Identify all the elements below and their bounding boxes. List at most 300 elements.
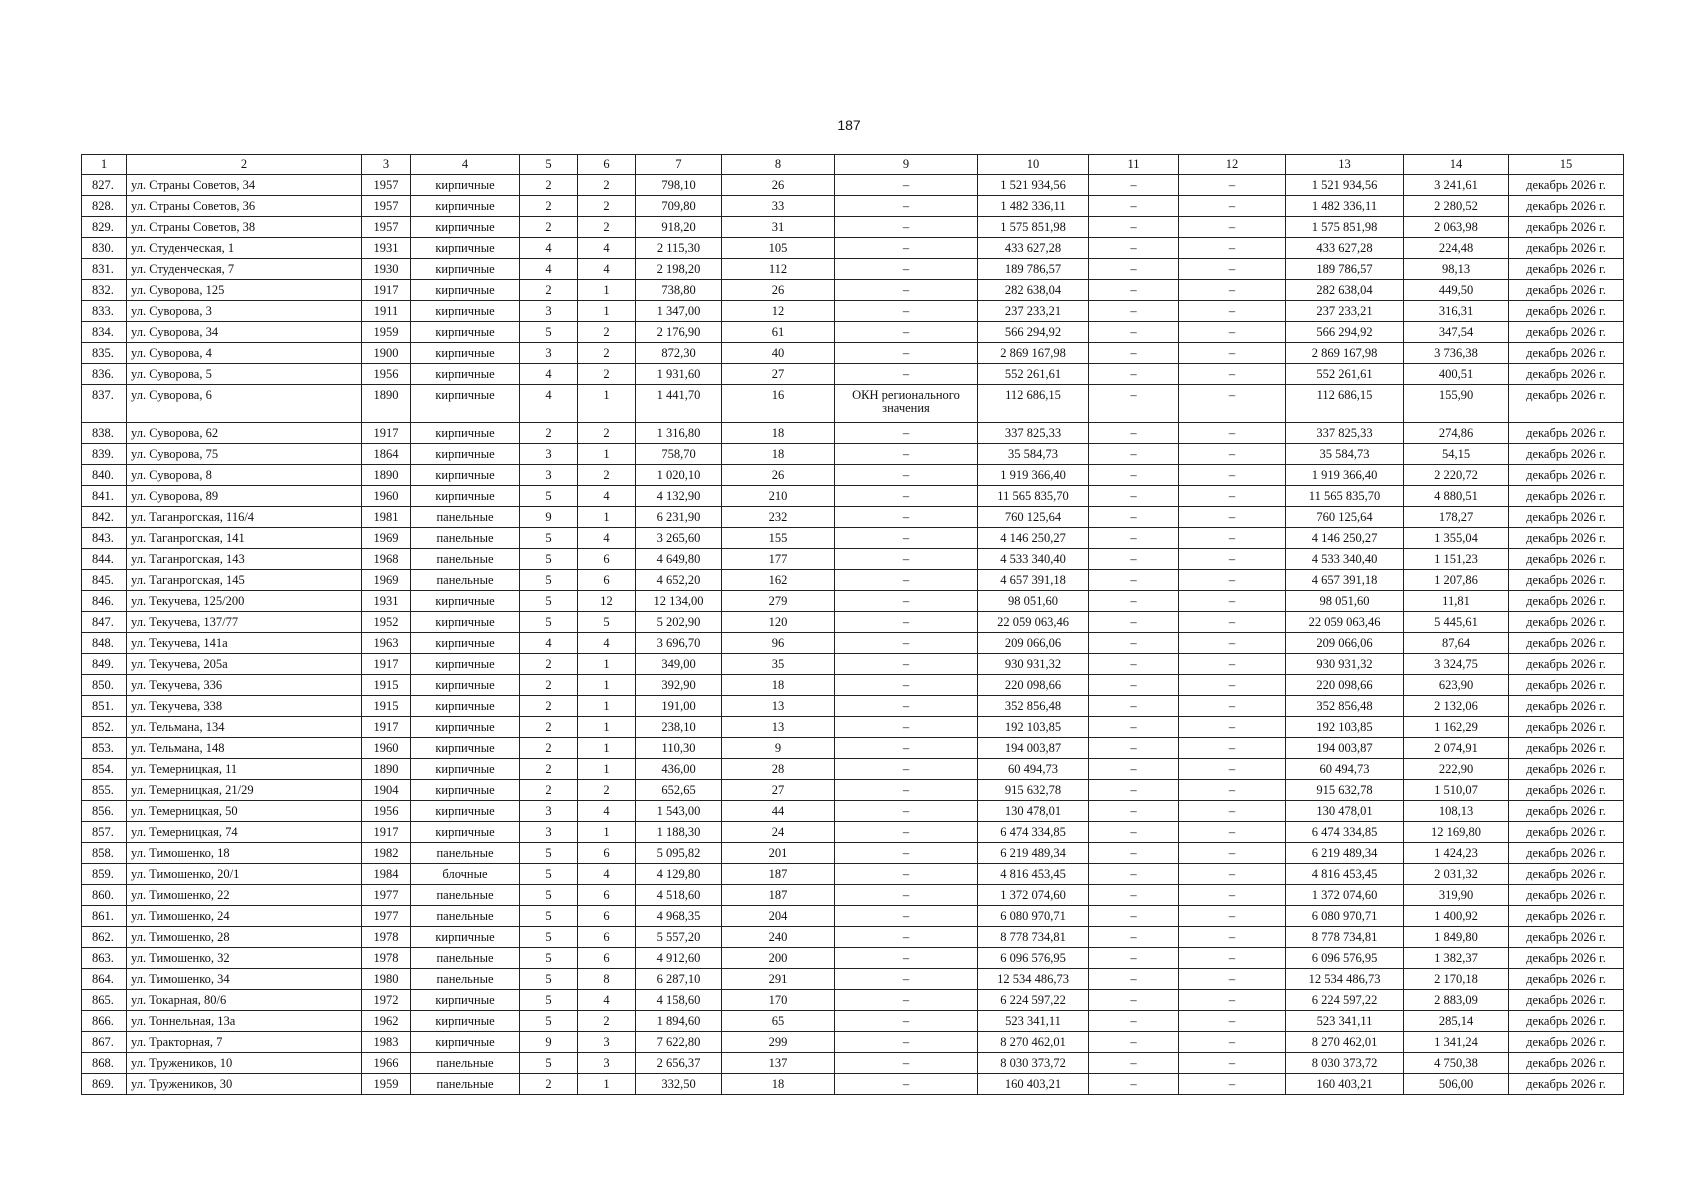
- cell-total-cost: 566 294,92: [978, 322, 1089, 343]
- cell-completion-date: декабрь 2026 г.: [1509, 465, 1624, 486]
- cell-row-number: 833.: [82, 301, 127, 322]
- cell-residents: 12: [722, 301, 835, 322]
- cell-residents: 291: [722, 969, 835, 990]
- column-header-2: 2: [127, 155, 362, 175]
- cell-total-area: 436,00: [636, 759, 722, 780]
- cell-completion-date: декабрь 2026 г.: [1509, 612, 1624, 633]
- cell-floors: 2: [520, 759, 578, 780]
- cell-cost-col-12: –: [1179, 948, 1286, 969]
- cell-cost-col-13: 6 474 334,85: [1286, 822, 1404, 843]
- cell-wall-material: кирпичные: [411, 322, 520, 343]
- cell-year-built: 1890: [362, 385, 411, 423]
- cell-cost-col-12: –: [1179, 507, 1286, 528]
- cell-heritage-status: –: [835, 843, 978, 864]
- cell-row-number: 861.: [82, 906, 127, 927]
- cell-cost-col-11: –: [1089, 259, 1179, 280]
- cell-year-built: 1930: [362, 259, 411, 280]
- cell-address: ул. Тельмана, 148: [127, 738, 362, 759]
- cell-row-number: 862.: [82, 927, 127, 948]
- cell-year-built: 1904: [362, 780, 411, 801]
- cell-entrances: 6: [578, 885, 636, 906]
- cell-cost-per-sqm: 4 750,38: [1404, 1053, 1509, 1074]
- cell-total-cost: 4 657 391,18: [978, 570, 1089, 591]
- table-row: [82, 717, 1624, 738]
- cell-year-built: 1890: [362, 759, 411, 780]
- cell-row-number: 838.: [82, 423, 127, 444]
- cell-row-number: 848.: [82, 633, 127, 654]
- cell-cost-col-13: 1 575 851,98: [1286, 217, 1404, 238]
- cell-cost-per-sqm: 1 400,92: [1404, 906, 1509, 927]
- cell-residents: 26: [722, 280, 835, 301]
- cell-cost-per-sqm: 54,15: [1404, 444, 1509, 465]
- cell-cost-col-11: –: [1089, 528, 1179, 549]
- cell-cost-col-13: 22 059 063,46: [1286, 612, 1404, 633]
- cell-row-number: 869.: [82, 1074, 127, 1095]
- cell-entrances: 5: [578, 612, 636, 633]
- cell-total-area: 1 543,00: [636, 801, 722, 822]
- cell-row-number: 832.: [82, 280, 127, 301]
- cell-residents: 105: [722, 238, 835, 259]
- cell-heritage-status: –: [835, 549, 978, 570]
- cell-total-area: 3 696,70: [636, 633, 722, 654]
- cell-heritage-status: –: [835, 196, 978, 217]
- cell-address: ул. Тимошенко, 28: [127, 927, 362, 948]
- cell-cost-per-sqm: 224,48: [1404, 238, 1509, 259]
- cell-entrances: 3: [578, 1053, 636, 1074]
- cell-residents: 162: [722, 570, 835, 591]
- cell-cost-col-13: 11 565 835,70: [1286, 486, 1404, 507]
- cell-heritage-status: ОКН регионального значения: [835, 385, 978, 423]
- cell-entrances: 1: [578, 696, 636, 717]
- cell-cost-per-sqm: 1 424,23: [1404, 843, 1509, 864]
- cell-wall-material: кирпичные: [411, 696, 520, 717]
- cell-cost-per-sqm: 12 169,80: [1404, 822, 1509, 843]
- cell-cost-col-12: –: [1179, 364, 1286, 385]
- table-row: [82, 759, 1624, 780]
- cell-address: ул. Токарная, 80/6: [127, 990, 362, 1011]
- cell-cost-col-11: –: [1089, 591, 1179, 612]
- cell-cost-col-12: –: [1179, 301, 1286, 322]
- cell-address: ул. Тимошенко, 20/1: [127, 864, 362, 885]
- cell-cost-col-12: –: [1179, 528, 1286, 549]
- cell-cost-col-11: –: [1089, 238, 1179, 259]
- cell-residents: 33: [722, 196, 835, 217]
- cell-address: ул. Студенческая, 7: [127, 259, 362, 280]
- cell-wall-material: кирпичные: [411, 175, 520, 196]
- column-header-7: 7: [636, 155, 722, 175]
- cell-entrances: 1: [578, 675, 636, 696]
- cell-cost-col-13: 8 030 373,72: [1286, 1053, 1404, 1074]
- cell-total-cost: 130 478,01: [978, 801, 1089, 822]
- column-header-10: 10: [978, 155, 1089, 175]
- cell-completion-date: декабрь 2026 г.: [1509, 486, 1624, 507]
- cell-year-built: 1931: [362, 238, 411, 259]
- cell-cost-col-12: –: [1179, 175, 1286, 196]
- cell-total-area: 1 188,30: [636, 822, 722, 843]
- cell-total-area: 2 176,90: [636, 322, 722, 343]
- cell-heritage-status: –: [835, 675, 978, 696]
- cell-total-area: 4 968,35: [636, 906, 722, 927]
- cell-total-cost: 192 103,85: [978, 717, 1089, 738]
- cell-cost-col-13: 352 856,48: [1286, 696, 1404, 717]
- cell-row-number: 863.: [82, 948, 127, 969]
- cell-entrances: 2: [578, 364, 636, 385]
- cell-total-area: 2 115,30: [636, 238, 722, 259]
- cell-address: ул. Тружеников, 10: [127, 1053, 362, 1074]
- cell-floors: 4: [520, 364, 578, 385]
- cell-residents: 18: [722, 423, 835, 444]
- table-row: [82, 801, 1624, 822]
- cell-cost-col-12: –: [1179, 843, 1286, 864]
- cell-cost-col-13: 6 096 576,95: [1286, 948, 1404, 969]
- cell-heritage-status: –: [835, 759, 978, 780]
- cell-entrances: 4: [578, 990, 636, 1011]
- cell-cost-col-13: 4 816 453,45: [1286, 864, 1404, 885]
- table-row: [82, 591, 1624, 612]
- cell-total-area: 5 202,90: [636, 612, 722, 633]
- cell-total-cost: 1 482 336,11: [978, 196, 1089, 217]
- cell-floors: 2: [520, 654, 578, 675]
- cell-wall-material: панельные: [411, 969, 520, 990]
- cell-entrances: 1: [578, 1074, 636, 1095]
- cell-year-built: 1890: [362, 465, 411, 486]
- cell-address: ул. Темерницкая, 74: [127, 822, 362, 843]
- cell-cost-col-11: –: [1089, 675, 1179, 696]
- table-row: [82, 780, 1624, 801]
- cell-entrances: 8: [578, 969, 636, 990]
- cell-total-cost: 6 080 970,71: [978, 906, 1089, 927]
- cell-total-cost: 6 224 597,22: [978, 990, 1089, 1011]
- cell-cost-col-13: 220 098,66: [1286, 675, 1404, 696]
- cell-total-cost: 189 786,57: [978, 259, 1089, 280]
- cell-total-area: 1 020,10: [636, 465, 722, 486]
- cell-wall-material: панельные: [411, 1053, 520, 1074]
- cell-floors: 5: [520, 990, 578, 1011]
- cell-row-number: 865.: [82, 990, 127, 1011]
- cell-cost-col-11: –: [1089, 570, 1179, 591]
- cell-cost-col-12: –: [1179, 717, 1286, 738]
- cell-address: ул. Темерницкая, 21/29: [127, 780, 362, 801]
- cell-wall-material: кирпичные: [411, 465, 520, 486]
- cell-residents: 27: [722, 780, 835, 801]
- table-row: [82, 280, 1624, 301]
- cell-cost-per-sqm: 2 031,32: [1404, 864, 1509, 885]
- table-row: [82, 364, 1624, 385]
- cell-cost-col-13: 1 521 934,56: [1286, 175, 1404, 196]
- cell-address: ул. Тоннельная, 13а: [127, 1011, 362, 1032]
- cell-total-cost: 6 219 489,34: [978, 843, 1089, 864]
- cell-year-built: 1959: [362, 1074, 411, 1095]
- cell-total-area: 4 518,60: [636, 885, 722, 906]
- cell-completion-date: декабрь 2026 г.: [1509, 549, 1624, 570]
- cell-cost-col-13: 4 533 340,40: [1286, 549, 1404, 570]
- cell-year-built: 1983: [362, 1032, 411, 1053]
- cell-total-cost: 8 270 462,01: [978, 1032, 1089, 1053]
- cell-cost-col-11: –: [1089, 465, 1179, 486]
- cell-total-cost: 2 869 167,98: [978, 343, 1089, 364]
- table-row: [82, 927, 1624, 948]
- cell-address: ул. Суворова, 4: [127, 343, 362, 364]
- cell-cost-col-11: –: [1089, 423, 1179, 444]
- cell-cost-per-sqm: 285,14: [1404, 1011, 1509, 1032]
- table-row: [82, 948, 1624, 969]
- cell-wall-material: блочные: [411, 864, 520, 885]
- cell-address: ул. Тимошенко, 22: [127, 885, 362, 906]
- cell-total-cost: 22 059 063,46: [978, 612, 1089, 633]
- cell-cost-col-11: –: [1089, 633, 1179, 654]
- cell-row-number: 837.: [82, 385, 127, 423]
- cell-cost-per-sqm: 2 132,06: [1404, 696, 1509, 717]
- cell-heritage-status: –: [835, 633, 978, 654]
- cell-cost-col-11: –: [1089, 822, 1179, 843]
- cell-cost-per-sqm: 2 220,72: [1404, 465, 1509, 486]
- cell-entrances: 1: [578, 444, 636, 465]
- cell-completion-date: декабрь 2026 г.: [1509, 196, 1624, 217]
- cell-year-built: 1956: [362, 801, 411, 822]
- table-row: [82, 322, 1624, 343]
- cell-total-cost: 60 494,73: [978, 759, 1089, 780]
- cell-cost-col-11: –: [1089, 322, 1179, 343]
- cell-total-area: 6 287,10: [636, 969, 722, 990]
- cell-total-cost: 930 931,32: [978, 654, 1089, 675]
- cell-floors: 2: [520, 423, 578, 444]
- cell-total-cost: 12 534 486,73: [978, 969, 1089, 990]
- cell-row-number: 830.: [82, 238, 127, 259]
- cell-residents: 18: [722, 1074, 835, 1095]
- cell-floors: 2: [520, 696, 578, 717]
- cell-cost-col-11: –: [1089, 1032, 1179, 1053]
- cell-entrances: 2: [578, 175, 636, 196]
- cell-row-number: 849.: [82, 654, 127, 675]
- table-row: [82, 1032, 1624, 1053]
- cell-heritage-status: –: [835, 1032, 978, 1053]
- cell-wall-material: кирпичные: [411, 801, 520, 822]
- cell-year-built: 1917: [362, 822, 411, 843]
- cell-entrances: 6: [578, 906, 636, 927]
- cell-heritage-status: –: [835, 1053, 978, 1074]
- cell-floors: 5: [520, 948, 578, 969]
- cell-cost-col-13: 2 869 167,98: [1286, 343, 1404, 364]
- cell-completion-date: декабрь 2026 г.: [1509, 633, 1624, 654]
- cell-year-built: 1957: [362, 175, 411, 196]
- cell-entrances: 1: [578, 717, 636, 738]
- cell-total-area: 798,10: [636, 175, 722, 196]
- cell-year-built: 1915: [362, 675, 411, 696]
- cell-entrances: 2: [578, 322, 636, 343]
- cell-total-area: 2 656,37: [636, 1053, 722, 1074]
- cell-cost-col-13: 4 146 250,27: [1286, 528, 1404, 549]
- cell-cost-col-13: 930 931,32: [1286, 654, 1404, 675]
- table-row: [82, 1053, 1624, 1074]
- cell-completion-date: декабрь 2026 г.: [1509, 507, 1624, 528]
- cell-residents: 200: [722, 948, 835, 969]
- cell-entrances: 1: [578, 759, 636, 780]
- cell-completion-date: декабрь 2026 г.: [1509, 843, 1624, 864]
- cell-row-number: 834.: [82, 322, 127, 343]
- cell-heritage-status: –: [835, 423, 978, 444]
- column-header-12: 12: [1179, 155, 1286, 175]
- cell-cost-col-12: –: [1179, 259, 1286, 280]
- table-row: [82, 465, 1624, 486]
- cell-wall-material: панельные: [411, 507, 520, 528]
- cell-cost-per-sqm: 1 151,23: [1404, 549, 1509, 570]
- cell-residents: 9: [722, 738, 835, 759]
- cell-residents: 177: [722, 549, 835, 570]
- cell-completion-date: декабрь 2026 г.: [1509, 322, 1624, 343]
- cell-cost-col-11: –: [1089, 175, 1179, 196]
- cell-total-area: 349,00: [636, 654, 722, 675]
- cell-total-area: 4 649,80: [636, 549, 722, 570]
- cell-cost-per-sqm: 2 074,91: [1404, 738, 1509, 759]
- cell-cost-per-sqm: 155,90: [1404, 385, 1509, 423]
- cell-wall-material: кирпичные: [411, 259, 520, 280]
- cell-cost-col-13: 282 638,04: [1286, 280, 1404, 301]
- cell-address: ул. Тельмана, 134: [127, 717, 362, 738]
- cell-year-built: 1977: [362, 906, 411, 927]
- cell-row-number: 867.: [82, 1032, 127, 1053]
- cell-cost-col-12: –: [1179, 822, 1286, 843]
- cell-total-area: 4 652,20: [636, 570, 722, 591]
- cell-cost-per-sqm: 506,00: [1404, 1074, 1509, 1095]
- cell-residents: 44: [722, 801, 835, 822]
- cell-cost-col-12: –: [1179, 885, 1286, 906]
- cell-entrances: 6: [578, 570, 636, 591]
- table-row: [82, 570, 1624, 591]
- cell-heritage-status: –: [835, 444, 978, 465]
- cell-cost-col-13: 8 778 734,81: [1286, 927, 1404, 948]
- cell-floors: 5: [520, 1053, 578, 1074]
- cell-completion-date: декабрь 2026 г.: [1509, 696, 1624, 717]
- cell-total-area: 392,90: [636, 675, 722, 696]
- cell-floors: 5: [520, 570, 578, 591]
- cell-total-cost: 8 778 734,81: [978, 927, 1089, 948]
- cell-cost-col-12: –: [1179, 238, 1286, 259]
- cell-cost-col-12: –: [1179, 591, 1286, 612]
- cell-wall-material: кирпичные: [411, 759, 520, 780]
- cell-address: ул. Страны Советов, 38: [127, 217, 362, 238]
- cell-heritage-status: –: [835, 906, 978, 927]
- column-header-5: 5: [520, 155, 578, 175]
- cell-cost-per-sqm: 108,13: [1404, 801, 1509, 822]
- table-row: [82, 444, 1624, 465]
- cell-year-built: 1956: [362, 364, 411, 385]
- cell-cost-per-sqm: 4 880,51: [1404, 486, 1509, 507]
- cell-wall-material: панельные: [411, 843, 520, 864]
- cell-total-area: 191,00: [636, 696, 722, 717]
- cell-address: ул. Тимошенко, 24: [127, 906, 362, 927]
- cell-wall-material: кирпичные: [411, 633, 520, 654]
- cell-address: ул. Суворова, 6: [127, 385, 362, 423]
- cell-completion-date: декабрь 2026 г.: [1509, 948, 1624, 969]
- cell-residents: 40: [722, 343, 835, 364]
- cell-floors: 2: [520, 280, 578, 301]
- cell-total-cost: 1 919 366,40: [978, 465, 1089, 486]
- cell-address: ул. Таганрогская, 116/4: [127, 507, 362, 528]
- cell-entrances: 2: [578, 780, 636, 801]
- cell-wall-material: кирпичные: [411, 780, 520, 801]
- cell-entrances: 1: [578, 654, 636, 675]
- cell-total-cost: 760 125,64: [978, 507, 1089, 528]
- cell-wall-material: кирпичные: [411, 927, 520, 948]
- cell-entrances: 1: [578, 738, 636, 759]
- cell-total-area: 918,20: [636, 217, 722, 238]
- cell-cost-per-sqm: 2 063,98: [1404, 217, 1509, 238]
- cell-wall-material: кирпичные: [411, 654, 520, 675]
- cell-heritage-status: –: [835, 948, 978, 969]
- cell-address: ул. Суворова, 34: [127, 322, 362, 343]
- table-row: [82, 423, 1624, 444]
- column-header-14: 14: [1404, 155, 1509, 175]
- cell-row-number: 828.: [82, 196, 127, 217]
- cell-floors: 5: [520, 969, 578, 990]
- cell-cost-col-11: –: [1089, 1053, 1179, 1074]
- cell-cost-col-12: –: [1179, 465, 1286, 486]
- cell-row-number: 836.: [82, 364, 127, 385]
- cell-residents: 187: [722, 864, 835, 885]
- cell-total-area: 1 441,70: [636, 385, 722, 423]
- cell-cost-per-sqm: 347,54: [1404, 322, 1509, 343]
- cell-cost-col-11: –: [1089, 486, 1179, 507]
- cell-total-area: 110,30: [636, 738, 722, 759]
- cell-cost-col-12: –: [1179, 1074, 1286, 1095]
- cell-completion-date: декабрь 2026 г.: [1509, 570, 1624, 591]
- cell-cost-col-12: –: [1179, 423, 1286, 444]
- cell-cost-col-12: –: [1179, 217, 1286, 238]
- cell-cost-per-sqm: 2 883,09: [1404, 990, 1509, 1011]
- cell-cost-col-11: –: [1089, 906, 1179, 927]
- cell-residents: 204: [722, 906, 835, 927]
- cell-entrances: 1: [578, 280, 636, 301]
- cell-heritage-status: –: [835, 885, 978, 906]
- cell-residents: 137: [722, 1053, 835, 1074]
- cell-cost-col-13: 433 627,28: [1286, 238, 1404, 259]
- cell-heritage-status: –: [835, 738, 978, 759]
- cell-completion-date: декабрь 2026 г.: [1509, 385, 1624, 423]
- cell-cost-col-11: –: [1089, 444, 1179, 465]
- cell-completion-date: декабрь 2026 г.: [1509, 969, 1624, 990]
- cell-year-built: 1957: [362, 217, 411, 238]
- cell-floors: 5: [520, 528, 578, 549]
- cell-floors: 4: [520, 633, 578, 654]
- cell-floors: 5: [520, 549, 578, 570]
- table-row: [82, 633, 1624, 654]
- cell-total-cost: 4 533 340,40: [978, 549, 1089, 570]
- cell-row-number: 864.: [82, 969, 127, 990]
- cell-cost-per-sqm: 1 849,80: [1404, 927, 1509, 948]
- cell-completion-date: декабрь 2026 г.: [1509, 301, 1624, 322]
- table-row: [82, 738, 1624, 759]
- cell-cost-per-sqm: 274,86: [1404, 423, 1509, 444]
- cell-year-built: 1864: [362, 444, 411, 465]
- table-row: [82, 1074, 1624, 1095]
- cell-cost-col-12: –: [1179, 633, 1286, 654]
- cell-row-number: 842.: [82, 507, 127, 528]
- cell-cost-col-11: –: [1089, 717, 1179, 738]
- cell-floors: 2: [520, 196, 578, 217]
- cell-row-number: 845.: [82, 570, 127, 591]
- column-header-1: 1: [82, 155, 127, 175]
- cell-cost-per-sqm: 316,31: [1404, 301, 1509, 322]
- cell-floors: 2: [520, 175, 578, 196]
- cell-cost-per-sqm: 319,90: [1404, 885, 1509, 906]
- cell-completion-date: декабрь 2026 г.: [1509, 1053, 1624, 1074]
- cell-wall-material: кирпичные: [411, 364, 520, 385]
- cell-heritage-status: –: [835, 343, 978, 364]
- table-row: [82, 549, 1624, 570]
- cell-heritage-status: –: [835, 528, 978, 549]
- cell-wall-material: кирпичные: [411, 1032, 520, 1053]
- cell-total-area: 758,70: [636, 444, 722, 465]
